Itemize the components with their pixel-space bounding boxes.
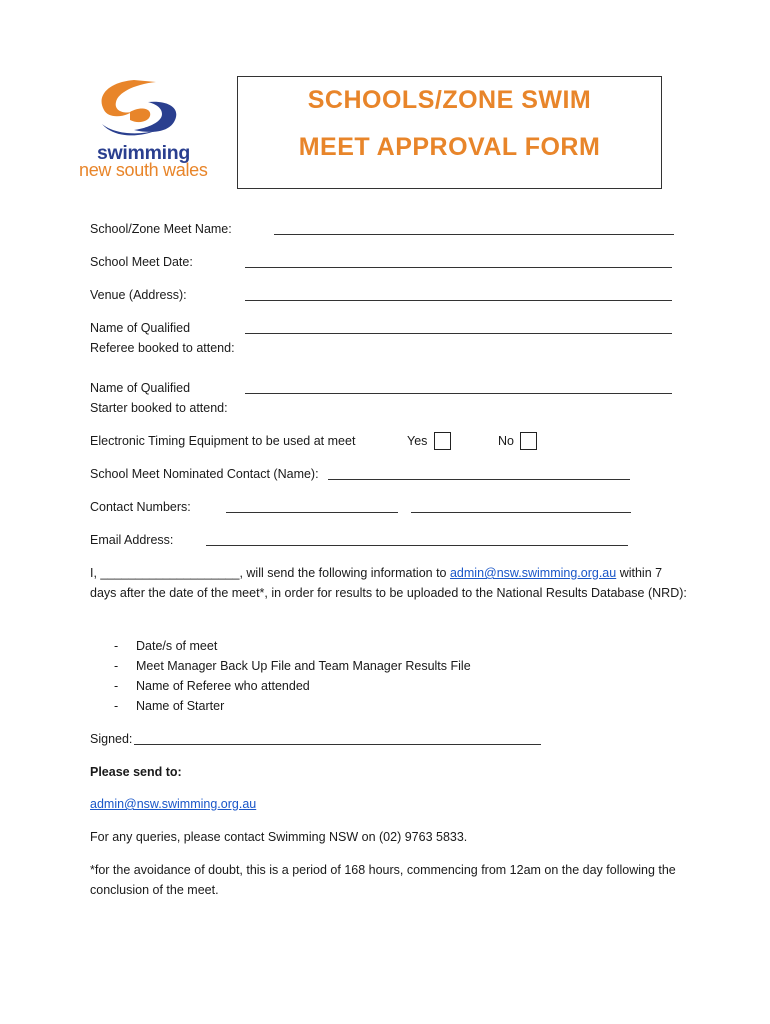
footnote: *for the avoidance of doubt, this is a period of 168 hours, commencing from 12am on the day following the conclusion of the meet. bbox=[90, 863, 676, 897]
form-title-line1: SCHOOLS/ZONE SWIM bbox=[307, 86, 592, 114]
list-item: Meet Manager Back Up File and Team Manager Results File bbox=[136, 659, 471, 673]
venue-field[interactable] bbox=[245, 300, 672, 301]
signature-field[interactable] bbox=[134, 744, 541, 745]
send-to-label: Please send to: bbox=[90, 765, 182, 779]
venue-label: Venue (Address): bbox=[90, 288, 187, 302]
starter-label-line2: Starter booked to attend: bbox=[90, 401, 228, 415]
signed-label: Signed: bbox=[90, 732, 133, 746]
referee-label-line2: Referee booked to attend: bbox=[90, 341, 235, 355]
contact-number-field-1[interactable] bbox=[226, 512, 398, 513]
yes-checkbox[interactable] bbox=[434, 432, 451, 450]
list-bullet: - bbox=[114, 699, 119, 713]
list-bullet: - bbox=[114, 639, 119, 653]
starter-label-line1: Name of Qualified bbox=[90, 381, 191, 395]
send-to-email-link[interactable]: admin@nsw.swimming.org.au bbox=[90, 797, 257, 811]
referee-label-line1: Name of Qualified bbox=[90, 321, 191, 335]
referee-field[interactable] bbox=[245, 333, 672, 334]
meet-date-field[interactable] bbox=[245, 267, 672, 268]
starter-field[interactable] bbox=[245, 393, 672, 394]
logo-word-swimming: swimming bbox=[97, 142, 190, 164]
list-bullet: - bbox=[114, 659, 119, 673]
form-title-line2: MEET APPROVAL FORM bbox=[298, 133, 601, 161]
contact-label: School Meet Nominated Contact (Name): bbox=[90, 467, 319, 481]
email-label: Email Address: bbox=[90, 533, 174, 547]
contact-number-field-2[interactable] bbox=[411, 512, 631, 513]
declaration-email-link[interactable]: admin@nsw.swimming.org.au bbox=[449, 566, 617, 580]
meet-name-label: School/Zone Meet Name: bbox=[90, 222, 232, 236]
email-field[interactable] bbox=[206, 545, 628, 546]
queries-text: For any queries, please contact Swimming NSW on (02) 9763 5833. bbox=[90, 830, 468, 844]
no-checkbox[interactable] bbox=[520, 432, 537, 450]
list-bullet: - bbox=[114, 679, 119, 693]
yes-label: Yes bbox=[407, 434, 428, 448]
meet-date-label: School Meet Date: bbox=[90, 255, 193, 269]
list-item: Name of Referee who attended bbox=[136, 679, 310, 693]
no-label: No bbox=[498, 434, 514, 448]
numbers-label: Contact Numbers: bbox=[90, 500, 191, 514]
timing-label: Electronic Timing Equipment to be used at meet bbox=[90, 434, 356, 448]
contact-field[interactable] bbox=[328, 479, 630, 480]
meet-name-field[interactable] bbox=[274, 234, 674, 235]
list-item: Date/s of meet bbox=[136, 639, 218, 653]
declaration-paragraph: I, ____________________, will send the following information to admin@nsw.swimming.org.au within 7 days after the date of the meet*, in order for results to be uploaded to the National Results Database (NRD): bbox=[90, 566, 687, 600]
logo-word-new-south-wales: new south wales bbox=[79, 160, 208, 180]
list-item: Name of Starter bbox=[136, 699, 225, 713]
